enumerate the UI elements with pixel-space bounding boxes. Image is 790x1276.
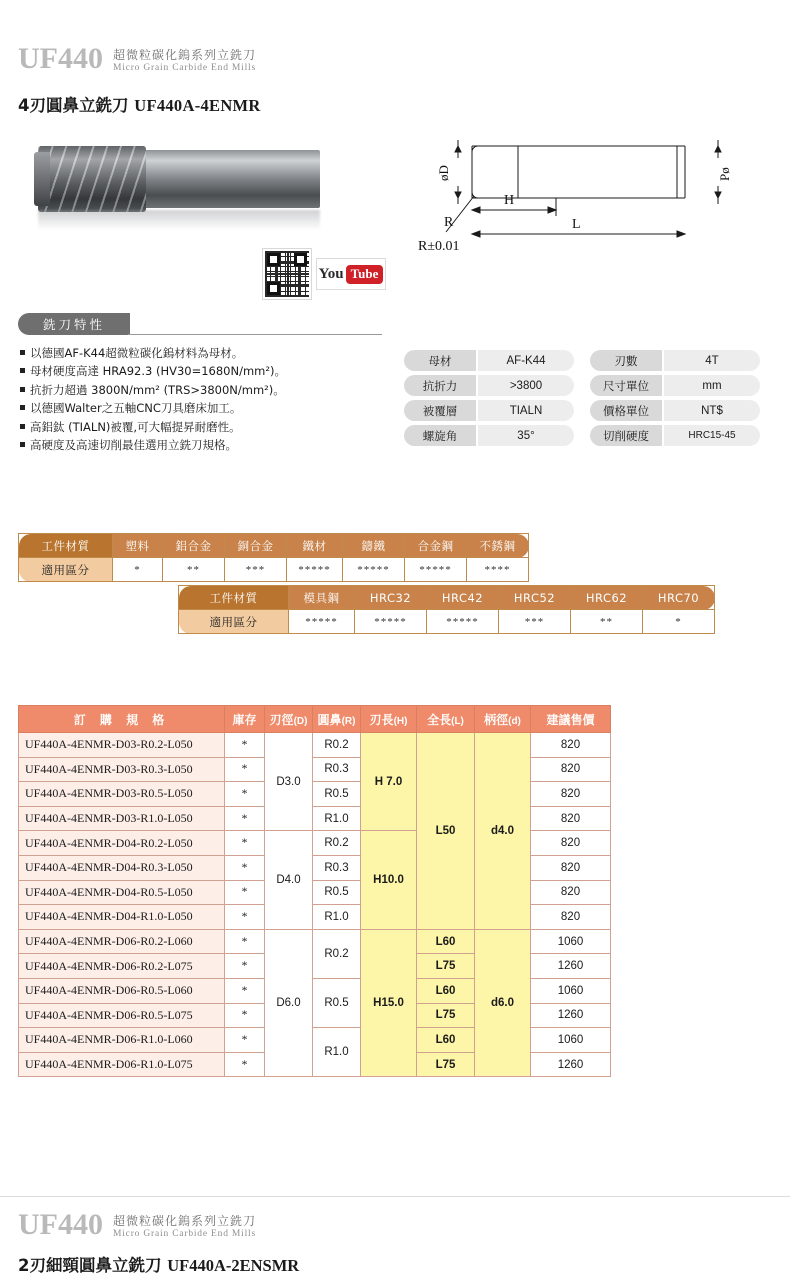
list-item xyxy=(20,344,380,362)
spec-chip xyxy=(404,425,590,446)
price-value: 1260 xyxy=(531,1003,611,1028)
bullet-icon xyxy=(20,368,25,373)
col-header: HRC52 xyxy=(499,586,571,610)
youtube-label: You xyxy=(318,265,344,282)
radius-value: R0.2 xyxy=(313,733,361,758)
row-header: 適用區分 xyxy=(179,610,289,634)
price-value: 820 xyxy=(531,733,611,758)
col-header-price: 建議售價 xyxy=(531,706,611,733)
dim-label-d: øD xyxy=(436,165,451,181)
overall-length-value: L60 xyxy=(417,929,475,954)
cell: ** xyxy=(571,610,643,634)
part-code[interactable]: UF440A-4ENMR-D03-R0.5-L050 xyxy=(19,782,225,807)
diameter-value: D4.0 xyxy=(265,831,313,929)
list-item xyxy=(20,399,380,417)
row-header: 適用區分 xyxy=(19,558,113,582)
brand-subtitle-en: Micro Grain Carbide End Mills xyxy=(113,1229,256,1240)
part-code[interactable]: UF440A-4ENMR-D03-R0.2-L050 xyxy=(19,733,225,758)
brand-subtitle-cn: 超微粒碳化鎢系列立銑刀 xyxy=(113,48,257,63)
next-section-title xyxy=(18,1252,299,1276)
dim-label-l: L xyxy=(572,217,581,232)
stock-mark: * xyxy=(225,1028,265,1053)
price-value: 820 xyxy=(531,855,611,880)
spec-value: AF-K44 xyxy=(478,350,574,371)
spec-key: 被覆層 xyxy=(404,400,476,421)
cell: ***** xyxy=(343,558,405,582)
part-code[interactable]: UF440A-4ENMR-D04-R0.3-L050 xyxy=(19,855,225,880)
price-value: 820 xyxy=(531,905,611,930)
part-code[interactable]: UF440A-4ENMR-D04-R0.2-L050 xyxy=(19,831,225,856)
shank-diameter-value: d6.0 xyxy=(475,929,531,1077)
bullet-icon xyxy=(20,442,25,447)
radius-value: R0.3 xyxy=(313,757,361,782)
part-code[interactable]: UF440A-4ENMR-D06-R1.0-L075 xyxy=(19,1052,225,1077)
page-title-cn: 4刃圓鼻立銑刀 xyxy=(18,96,129,115)
spec-value: 35° xyxy=(478,425,574,446)
qr-corner-bl xyxy=(267,282,280,295)
price-value: 1060 xyxy=(531,929,611,954)
stock-mark: * xyxy=(225,1052,265,1077)
stock-mark: * xyxy=(225,831,265,856)
price-value: 820 xyxy=(531,831,611,856)
spec-key: 價格單位 xyxy=(590,400,662,421)
cell: ** xyxy=(163,558,225,582)
photo-reflection xyxy=(38,210,320,230)
stock-mark: * xyxy=(225,782,265,807)
spec-chip-row xyxy=(404,375,776,396)
technical-drawing xyxy=(400,126,775,262)
list-item xyxy=(20,362,380,380)
table-row xyxy=(179,586,715,610)
features-list xyxy=(20,344,380,454)
table-row xyxy=(19,534,529,558)
overall-length-value: L75 xyxy=(417,954,475,979)
spec-chip xyxy=(590,400,776,421)
part-code[interactable]: UF440A-4ENMR-D06-R0.5-L075 xyxy=(19,1003,225,1028)
dim-label-p: Pø xyxy=(717,167,732,181)
page-title xyxy=(18,92,261,116)
price-value: 1060 xyxy=(531,978,611,1003)
price-value: 1060 xyxy=(531,1028,611,1053)
spec-key: 螺旋角 xyxy=(404,425,476,446)
col-header-stock: 庫存 xyxy=(225,706,265,733)
spec-key: 刃數 xyxy=(590,350,662,371)
overall-length-value: L60 xyxy=(417,978,475,1003)
feature-text: 母材硬度高達 HRA92.3 (HV30=1680N/mm²)。 xyxy=(30,364,286,379)
col-header: 模具鋼 xyxy=(289,586,355,610)
brand-subtitle-en: Micro Grain Carbide End Mills xyxy=(113,63,256,74)
flute-length-value: H 7.0 xyxy=(361,733,417,831)
shank-diameter-value: d4.0 xyxy=(475,733,531,930)
overall-length-value: L75 xyxy=(417,1003,475,1028)
col-header: 塑料 xyxy=(113,534,163,558)
radius-value: R0.2 xyxy=(313,831,361,856)
price-value: 820 xyxy=(531,757,611,782)
spec-key: 尺寸單位 xyxy=(590,375,662,396)
col-header: 鑄鐵 xyxy=(343,534,405,558)
material-table-2 xyxy=(178,585,715,634)
feature-text: 以德國Walter之五軸CNC刀具磨床加工。 xyxy=(30,401,242,416)
material-table-1 xyxy=(18,533,529,582)
radius-value: R0.5 xyxy=(313,880,361,905)
cell: ***** xyxy=(355,610,427,634)
list-item xyxy=(20,436,380,454)
part-code[interactable]: UF440A-4ENMR-D03-R0.3-L050 xyxy=(19,757,225,782)
col-header: 不銹鋼 xyxy=(467,534,529,558)
col-header: HRC32 xyxy=(355,586,427,610)
section-divider xyxy=(0,1196,790,1197)
stock-mark: * xyxy=(225,954,265,979)
cell: **** xyxy=(467,558,529,582)
cell: ***** xyxy=(287,558,343,582)
cell: * xyxy=(643,610,715,634)
page-title-code: UF440A-4ENMR xyxy=(134,96,261,115)
brand-name: UF440 xyxy=(18,42,103,75)
overall-length-value: L75 xyxy=(417,1052,475,1077)
qr-corner-tr xyxy=(294,253,307,266)
col-header-shank-diameter: 柄徑(d) xyxy=(475,706,531,733)
price-value: 1260 xyxy=(531,1052,611,1077)
col-header: 工件材質 xyxy=(19,534,113,558)
col-header-overall-length: 全長(L) xyxy=(417,706,475,733)
dim-label-h: H xyxy=(504,193,515,208)
spec-chip xyxy=(590,375,776,396)
youtube-badge: Tube xyxy=(346,265,384,284)
col-header: 鐵材 xyxy=(287,534,343,558)
price-value: 820 xyxy=(531,806,611,831)
col-header-diameter: 刃徑(D) xyxy=(265,706,313,733)
flute-length-value: H15.0 xyxy=(361,929,417,1077)
part-code[interactable]: UF440A-4ENMR-D04-R1.0-L050 xyxy=(19,905,225,930)
feature-text: 高硬度及高速切削最佳選用立銑刀規格。 xyxy=(30,438,237,453)
next-title-cn: 2刃細頸圓鼻立銑刀 xyxy=(18,1256,162,1275)
features-tab: 銑刀特性 xyxy=(18,313,130,335)
part-code[interactable]: UF440A-4ENMR-D06-R0.2-L075 xyxy=(19,954,225,979)
list-item xyxy=(20,381,380,399)
brand-header xyxy=(18,44,256,74)
diameter-value: D3.0 xyxy=(265,733,313,831)
spec-chip xyxy=(590,425,776,446)
price-value: 1260 xyxy=(531,954,611,979)
table-row xyxy=(19,929,611,954)
radius-value: R1.0 xyxy=(313,905,361,930)
part-code[interactable]: UF440A-4ENMR-D03-R1.0-L050 xyxy=(19,806,225,831)
dim-label-tolerance: R±0.01 xyxy=(418,239,460,254)
table-header-row xyxy=(19,706,611,733)
col-header-spec: 訂 購 規 格 xyxy=(19,706,225,733)
cell: ***** xyxy=(289,610,355,634)
youtube-button[interactable] xyxy=(316,258,386,290)
radius-value: R0.5 xyxy=(313,782,361,807)
spec-value: HRC15-45 xyxy=(664,425,760,446)
part-code[interactable]: UF440A-4ENMR-D06-R1.0-L060 xyxy=(19,1028,225,1053)
table-row xyxy=(19,733,611,758)
spec-key: 抗折力 xyxy=(404,375,476,396)
spec-chip xyxy=(404,375,590,396)
col-header-flute-length: 刃長(H) xyxy=(361,706,417,733)
feature-text: 以德國AF-K44超微粒碳化鎢材料為母材。 xyxy=(30,346,244,360)
tool-tip xyxy=(34,152,50,206)
part-code[interactable]: UF440A-4ENMR-D04-R0.5-L050 xyxy=(19,880,225,905)
order-spec-table xyxy=(18,705,611,1077)
col-header: 工件材質 xyxy=(179,586,289,610)
cell: ***** xyxy=(427,610,499,634)
overall-length-value: L60 xyxy=(417,1028,475,1053)
qr-code[interactable] xyxy=(262,248,312,300)
qr-corner-tl xyxy=(267,253,280,266)
col-header: 合金鋼 xyxy=(405,534,467,558)
stock-mark: * xyxy=(225,733,265,758)
stock-mark: * xyxy=(225,880,265,905)
stock-mark: * xyxy=(225,905,265,930)
spec-key: 切削硬度 xyxy=(590,425,662,446)
cell: * xyxy=(113,558,163,582)
spec-value: TIALN xyxy=(478,400,574,421)
tool-shank xyxy=(138,150,320,208)
part-code[interactable]: UF440A-4ENMR-D06-R0.2-L060 xyxy=(19,929,225,954)
spec-value: >3800 xyxy=(478,375,574,396)
spec-chip-row xyxy=(404,400,776,421)
stock-mark: * xyxy=(225,929,265,954)
spec-value: mm xyxy=(664,375,760,396)
col-header: HRC62 xyxy=(571,586,643,610)
radius-value: R1.0 xyxy=(313,1028,361,1077)
col-header: 銅合金 xyxy=(225,534,287,558)
spec-chip-row xyxy=(404,425,776,446)
stock-mark: * xyxy=(225,978,265,1003)
feature-text: 抗折力超過 3800N/mm² (TRS>3800N/mm²)。 xyxy=(30,382,285,397)
overall-length-value: L50 xyxy=(417,733,475,930)
list-item xyxy=(20,418,380,436)
stock-mark: * xyxy=(225,1003,265,1028)
spec-chip xyxy=(404,350,590,371)
dim-label-r: R xyxy=(444,215,454,230)
radius-value: R0.2 xyxy=(313,929,361,978)
stock-mark: * xyxy=(225,757,265,782)
spec-value: NT$ xyxy=(664,400,760,421)
radius-value: R1.0 xyxy=(313,806,361,831)
bullet-icon xyxy=(20,405,25,410)
spec-chip-row xyxy=(404,350,776,371)
features-divider xyxy=(128,334,382,335)
radius-value: R0.5 xyxy=(313,978,361,1027)
col-header: HRC42 xyxy=(427,586,499,610)
brand-name: UF440 xyxy=(18,1208,103,1241)
feature-text: 高鋁鈦 (TIALN)被覆,可大幅提昇耐磨性。 xyxy=(30,419,241,434)
spec-chip xyxy=(590,350,776,371)
product-photo xyxy=(20,132,320,232)
price-value: 820 xyxy=(531,782,611,807)
brand-subtitle-cn: 超微粒碳化鎢系列立銑刀 xyxy=(113,1214,257,1229)
table-row xyxy=(19,558,529,582)
tool-flutes xyxy=(38,146,146,212)
col-header-radius: 圓鼻(R) xyxy=(313,706,361,733)
bullet-icon xyxy=(20,424,25,429)
bullet-icon xyxy=(20,350,25,355)
cell: ***** xyxy=(405,558,467,582)
col-header: 鋁合金 xyxy=(163,534,225,558)
flute-length-value: H10.0 xyxy=(361,831,417,929)
spec-chip xyxy=(404,400,590,421)
brand-header-next xyxy=(18,1210,256,1240)
spec-key: 母材 xyxy=(404,350,476,371)
col-header: HRC70 xyxy=(643,586,715,610)
stock-mark: * xyxy=(225,855,265,880)
table-row xyxy=(179,610,715,634)
next-title-code: UF440A-2ENSMR xyxy=(167,1256,300,1275)
spec-value: 4T xyxy=(664,350,760,371)
stock-mark: * xyxy=(225,806,265,831)
spec-chip-grid xyxy=(404,350,776,450)
cell: *** xyxy=(499,610,571,634)
part-code[interactable]: UF440A-4ENMR-D06-R0.5-L060 xyxy=(19,978,225,1003)
diameter-value: D6.0 xyxy=(265,929,313,1077)
cell: *** xyxy=(225,558,287,582)
price-value: 820 xyxy=(531,880,611,905)
bullet-icon xyxy=(20,387,25,392)
radius-value: R0.3 xyxy=(313,855,361,880)
